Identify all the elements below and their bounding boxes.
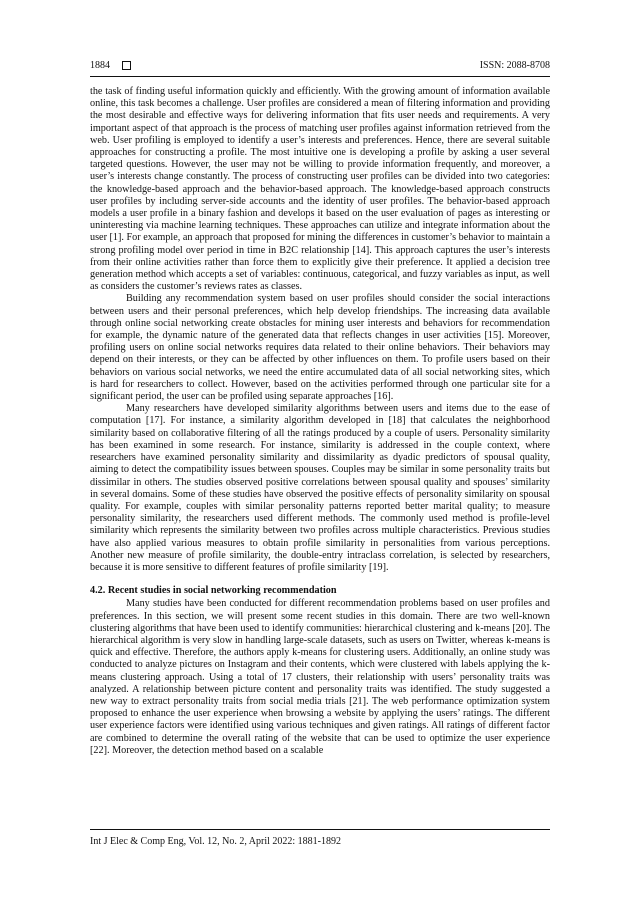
section-heading: 4.2. Recent studies in social networking recommendation [90,585,337,597]
paragraph: Building any recommendation system based on user profiles should consider the social interactions between users and their personal preferences, which help develop friendships. The increasing data available through online social networking create obstacles for mining user interests and behaviors for recommendation for example, the dynamic nature of the generated data that reflects changes in user activities [15]. Moreover, profiling users on online social networks requires data related to their online behaviors. Their behaviors may depend on their interests, or they can be affected by other influences on them. To profile users based on their behaviors on various social networks, we need the entire accumulated data of all social networking sites, which is hard for researchers to collect. However, based on the activities performed through one particular site for a significant period, the user can be profiled using separate approaches [16]. [90,293,550,403]
journal-citation: Int J Elec & Comp Eng, Vol. 12, No. 2, April 2022: 1881-1892 [90,836,342,847]
footer-rule [90,829,550,830]
header-rule [90,76,550,77]
paragraph: Many researchers have developed similarity algorithms between users and items due to the ease of computation [17]. For instance, a similarity algorithm developed in [18] that calculates the neighborhood similarity based on collaborative filtering of all the ratings produced by a couple of users. Personality similarity has been examined in some research. For instance, similarity is addressed in the couple context, where researchers have examined personality similarity and dissimilarity as dyadic predictors of spousal quality, aiming to detect the compatibility issues between spouses. Couples may be similar in some personality traits but dissimilar in others. The studies observed positive correlations between spousal quality and spouses’ similarity in several domains. Some of these studies have observed the positive effects of personality similarity on spousal quality. For example, couples with similar personality patterns reported better marital quality; to measure personality similarity, the researchers used different methods. The commonly used method is profile-level similarity which represents the similarity between two profiles across multiple characteristics. Previous studies have also applied various measures to obtain profile similarity in personalities from various perceptions. Another new measure of profile similarity, the double-entry intraclass correlation, is selected by researchers, because it is more sensitive to different features of profile similarity [19]. [90,403,550,573]
running-header [90,60,550,73]
issn-label: ISSN: 2088-8708 [479,60,550,71]
paragraph: Many studies have been conducted for different recommendation problems based on user profiles and preferences. In this section, we will present some recent studies in this domain. There are two well-known clustering algorithms that have been used to identify communities: hierarchical clustering and k-means [20]. The hierarchical algorithm is very slow in handling large-scale datasets, such as users on Twitter, whereas k-means is quick and effective. Therefore, the authors apply k-means for clustering users. Additionally, an online study was conducted to analyze pictures on Instagram and their contents, which were clustered with labels applying the k-means clustering approach. Using a total of 17 clusters, their relationship with users’ personality traits was analyzed. A relationship between picture content and personality traits was identified. The study suggested a new way to extract personality traits from social media trials [21]. The web performance optimization system proposed to enhance the user experience when browsing a website by applying the users’ ratings. The different user experience factors were identified using various techniques and given ratings. All ratings of different factor are combined to determine the overall rating of the website that can be used to optimize the user experience [22]. Moreover, the detection method based on a scalable [90,598,550,756]
body-text [90,86,550,757]
square-icon [122,61,131,70]
page-number: 1884 [90,60,110,71]
paragraph: the task of finding useful information quickly and efficiently. With the growing amount of information available online, this task becomes a challenge. User profiles are considered a mean of filtering information and providing the most desirable and effective ways for delivering information that fits user needs and requirements. A very important aspect of that approach is the process of matching user profiles against information retrieved from the web. User profiling is employed to identify a user’s interests and preferences. Hence, there are several suitable approaches for constructing a profile. The most intuitive one is developing a profile by asking a user several targeted questions. However, the user may not be willing to provide information frequently, and moreover, a user’s interests change constantly. The process of constructing user profiles can be divided into two categories: the knowledge-based approach and the behavior-based approach. The knowledge-based approach constructs user profiles by including server-side accounts and the identity of user profiles. The behavior-based approach models a user profile in a binary fashion and develops it based on the user evaluation of pages as interesting or uninteresting via machine learning techniques. These approaches can utilize and integrate information about the user [1]. For example, an approach that proposed for mining the differences in customer’s behavior to maintain a strong profiling model over period in time in B2C relationship [14]. This approach captures the user’s interests from their online activities rather than force them to explicitly give their preference. It applied a decision tree generation method which accepts a set of variables: continuous, categorical, and fuzzy variables as input, as well as considers the customer’s reviews rates as classes. [90,86,550,293]
